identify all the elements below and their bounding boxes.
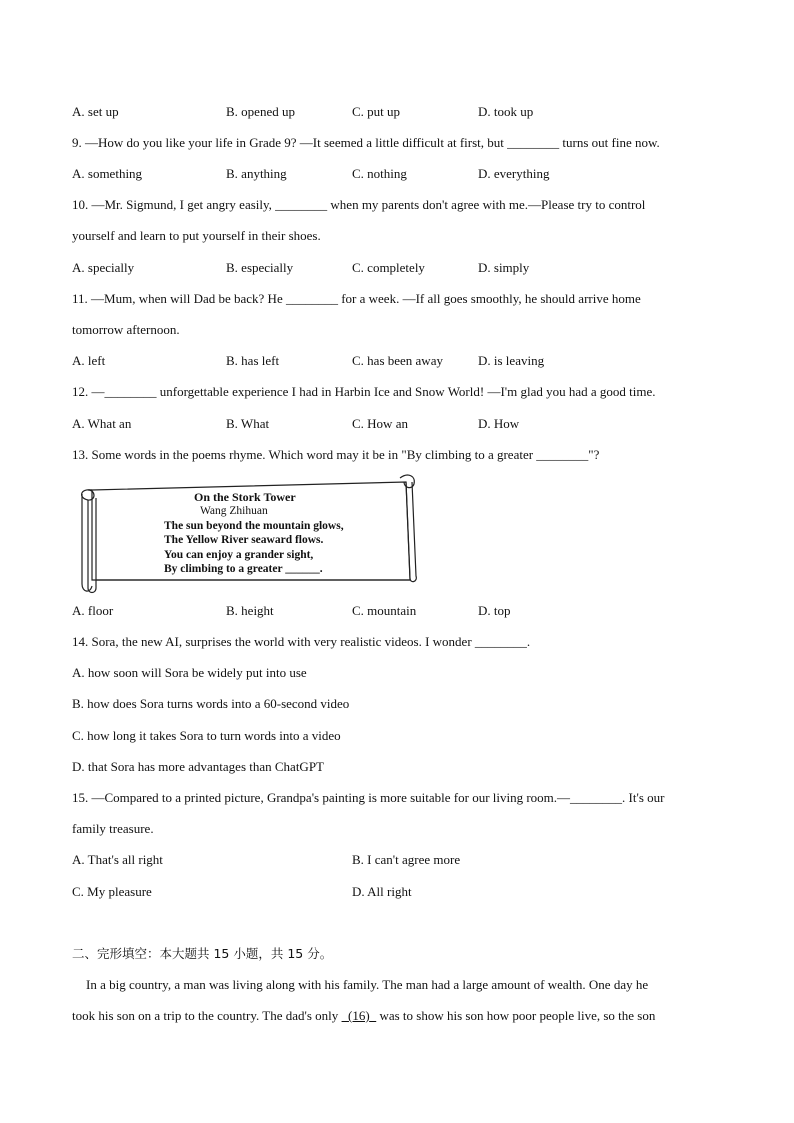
q14-stem: 14. Sora, the new AI, surprises the world with very realistic videos. I wonder ________. [72, 634, 531, 649]
q14-option-a[interactable]: A. how soon will Sora be widely put into use [72, 665, 307, 680]
q13-option-c[interactable]: C. mountain [352, 603, 417, 618]
q15-option-d[interactable]: D. All right [352, 884, 412, 899]
q15-option-a[interactable]: A. That's all right [72, 852, 163, 867]
q8-option-b[interactable]: B. opened up [226, 104, 295, 119]
q12-stem: 12. —________ unforgettable experience I had in Harbin Ice and Snow World! —I'm glad you had a good time. [72, 384, 656, 399]
q11-option-a[interactable]: A. left [72, 353, 106, 368]
passage-text: took his son on a trip to the country. The dad's only [72, 1008, 342, 1023]
q11-stem-line1: 11. —Mum, when will Dad be back? He ________ for a week. —If all goes smoothly, he should arrive home [72, 291, 641, 306]
q9-option-b[interactable]: B. anything [226, 166, 287, 181]
q10-stem-line2: yourself and learn to put yourself in their shoes. [72, 228, 321, 243]
q11-option-c[interactable]: C. has been away [352, 353, 443, 368]
poem-line: The Yellow River seaward flows. [164, 534, 324, 547]
q15-option-b[interactable]: B. I can't agree more [352, 852, 461, 867]
q13-option-a[interactable]: A. floor [72, 603, 114, 618]
q12-option-b[interactable]: B. What [226, 416, 270, 431]
q9-option-d[interactable]: D. everything [478, 166, 550, 181]
q11-option-b[interactable]: B. has left [226, 353, 280, 368]
passage-line-1: In a big country, a man was living along with his family. The man had a large amount of wealth. One day he [86, 977, 649, 992]
q12-option-d[interactable]: D. How [478, 416, 520, 431]
q10-stem-line1: 10. —Mr. Sigmund, I get angry easily, ________ when my parents don't agree with me.—Please try to control [72, 197, 646, 212]
q14-option-c[interactable]: C. how long it takes Sora to turn words into a video [72, 728, 341, 743]
poem-line: The sun beyond the mountain glows, [164, 519, 344, 532]
poem-line: You can enjoy a grander sight, [164, 548, 314, 561]
poem-title: On the Stork Tower [194, 490, 296, 504]
section-heading: 二、完形填空：本大题共 15 小题，共 15 分。 [72, 946, 333, 961]
poem [164, 490, 404, 576]
q14-option-b[interactable]: B. how does Sora turns words into a 60-second video [72, 696, 350, 711]
q8-option-a[interactable]: A. set up [72, 104, 119, 119]
blank-16[interactable] [342, 1008, 377, 1023]
q13-option-d[interactable]: D. top [478, 603, 511, 618]
q15-stem-line2: family treasure. [72, 821, 154, 836]
q11-option-d[interactable]: D. is leaving [478, 353, 545, 368]
q12-option-c[interactable]: C. How an [352, 416, 408, 431]
q9-stem: 9. —How do you like your life in Grade 9? —It seemed a little difficult at first, but ________ turns out fine now. [72, 135, 660, 150]
q14-option-d[interactable]: D. that Sora has more advantages than ChatGPT [72, 759, 324, 774]
q10-option-c[interactable]: C. completely [352, 260, 425, 275]
q10-option-d[interactable]: D. simply [478, 260, 530, 275]
poem-author: Wang Zhihuan [200, 505, 268, 518]
q15-stem-line1: 15. —Compared to a printed picture, Grandpa's painting is more suitable for our living room.—________. It's our [72, 790, 665, 805]
passage-text: was to show his son how poor people live, so the son [376, 1008, 656, 1023]
q8-option-d[interactable]: D. took up [478, 104, 534, 119]
q13-option-b[interactable]: B. height [226, 603, 274, 618]
q8-option-c[interactable]: C. put up [352, 104, 401, 119]
q13-stem: 13. Some words in the poems rhyme. Which word may it be in "By climbing to a greater ________"? [72, 447, 600, 462]
q15-option-c[interactable]: C. My pleasure [72, 884, 152, 899]
q10-option-b[interactable]: B. especially [226, 260, 294, 275]
q10-option-a[interactable]: A. specially [72, 260, 135, 275]
q9-option-c[interactable]: C. nothing [352, 166, 407, 181]
blank-16-label: (16) [348, 1008, 370, 1023]
passage-line-2 [72, 1008, 722, 1024]
poem-line: By climbing to a greater ______. [164, 563, 323, 576]
q12-option-a[interactable]: A. What an [72, 416, 132, 431]
q9-option-a[interactable]: A. something [72, 166, 143, 181]
q11-stem-line2: tomorrow afternoon. [72, 322, 180, 337]
